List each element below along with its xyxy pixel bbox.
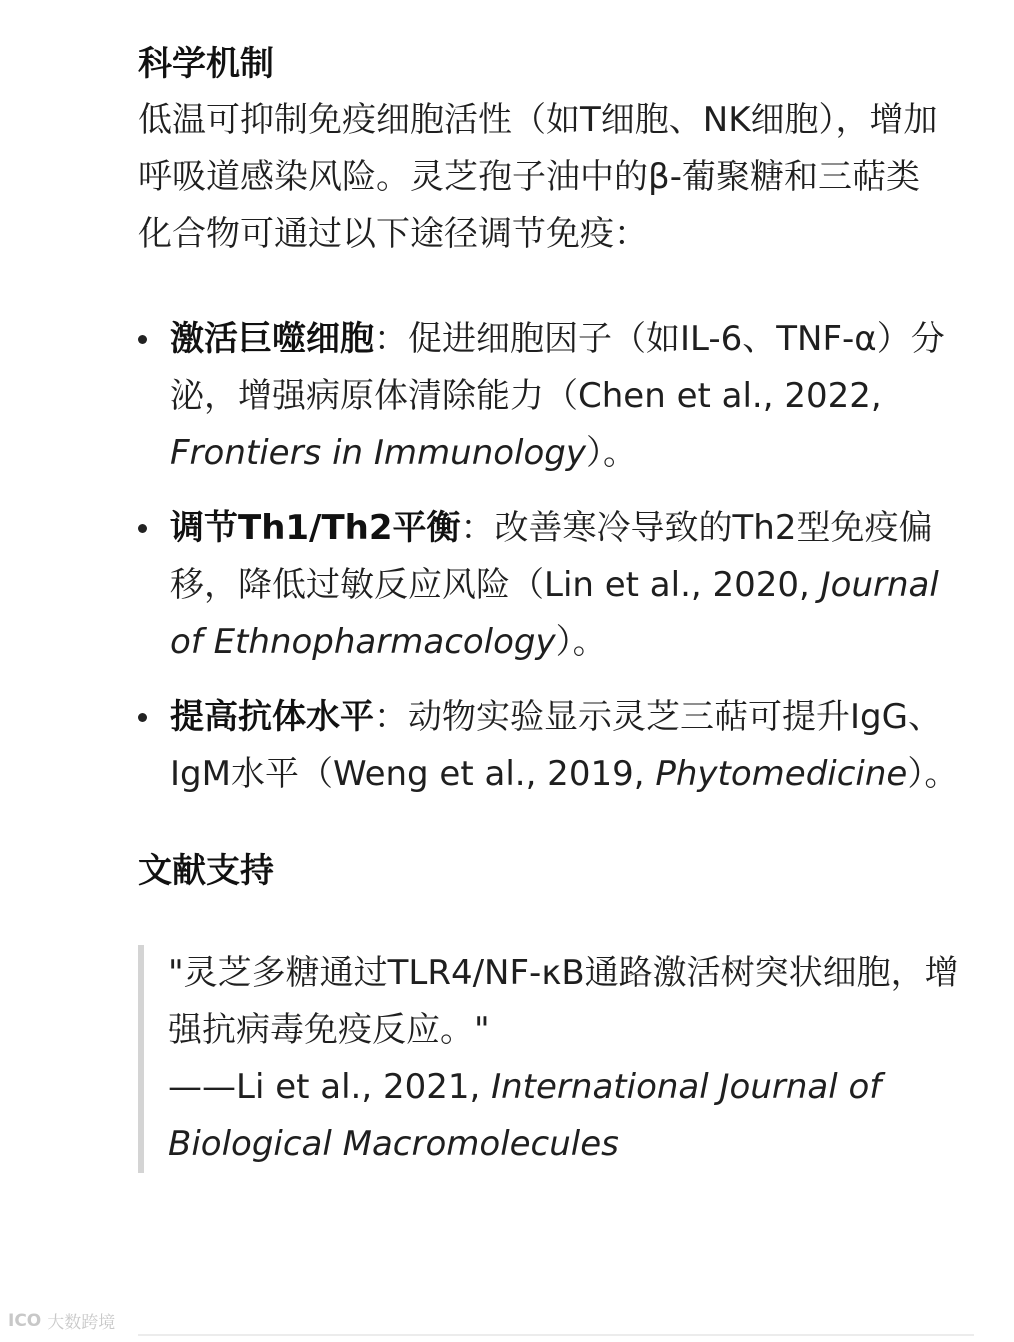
intro-paragraph: 低温可抑制免疫细胞活性（如T细胞、NK细胞），增加呼吸道感染风险。灵芝孢子油中的β-葡聚糖和三萜类化合物可通过以下途径调节免疫： (138, 100, 938, 254)
journal-name: Phytomedicine (655, 754, 908, 794)
bullet-tail: ）。 (586, 433, 638, 473)
bullet-dot-icon (138, 524, 147, 533)
list-item (138, 500, 960, 671)
section-title-literature: 文献支持 (138, 851, 274, 891)
bullet-heading: 激活巨噬细胞 (170, 319, 374, 359)
quote-text: "灵芝多糖通过TLR4/NF-κB通路激活树突状细胞，增强抗病毒免疫反应。" (168, 953, 959, 1050)
quote-author: ——Li et al., 2021, (168, 1067, 492, 1107)
bullet-text: ：改善寒冷导致的Th2型免疫偏移，降低过敏反应风险（Lin et al., 2020, (170, 508, 933, 605)
bullet-dot-icon (138, 335, 147, 344)
bullet-heading: 调节Th1/Th2平衡 (170, 508, 461, 548)
bullet-tail: ）。 (555, 622, 607, 662)
bottom-divider (138, 1334, 974, 1336)
quote-source (168, 1059, 978, 1173)
bullet-tail: ）。 (907, 754, 959, 794)
bullet-dot-icon (138, 713, 147, 722)
citation-quote (138, 945, 978, 1173)
list-item (138, 311, 960, 482)
watermark (8, 1308, 115, 1333)
article-body (138, 38, 958, 1173)
mechanism-list (138, 311, 958, 803)
journal-name: Frontiers in Immunology (170, 433, 587, 473)
watermark-logo-icon: ICO (8, 1310, 42, 1331)
bullet-heading: 提高抗体水平 (170, 697, 374, 737)
journal-name: International Journal of Biological Macromolecules (168, 1067, 882, 1164)
bullet-text: ：促进细胞因子（如IL-6、TNF-α）分泌，增强病原体清除能力（Chen et al., 2022, (170, 319, 945, 416)
list-item (138, 689, 960, 803)
bullet-text: ：动物实验显示灵芝三萜可提升IgG、IgM水平（Weng et al., 2019, (170, 697, 942, 794)
section-title-mechanism: 科学机制 (138, 44, 274, 84)
watermark-text: 大数跨境 (47, 1313, 116, 1333)
journal-name: Journal of Ethnopharmacology (170, 565, 939, 662)
